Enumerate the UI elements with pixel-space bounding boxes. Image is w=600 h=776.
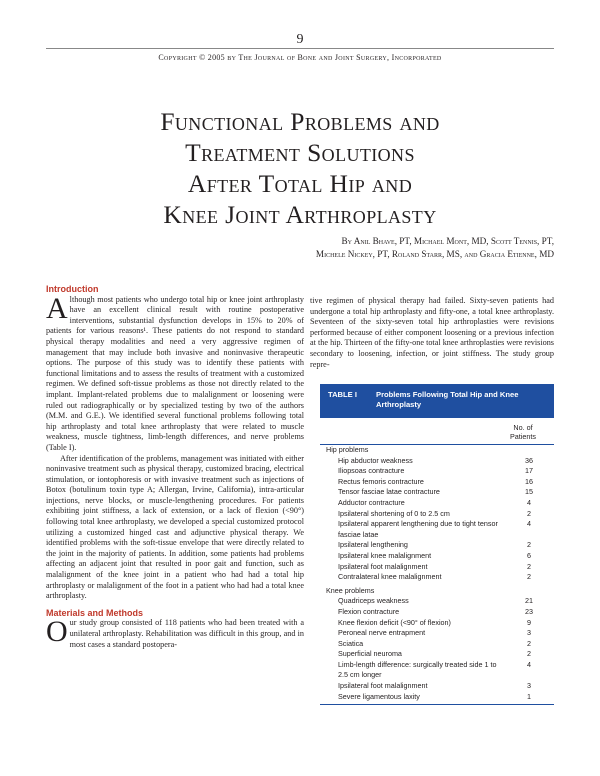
table-row <box>320 649 554 660</box>
intro-paragraph-1 <box>46 291 304 454</box>
row-value: 23 <box>525 606 533 616</box>
introduction-heading: Introduction <box>46 284 99 294</box>
article-title <box>0 106 600 230</box>
methods-paragraph-1-text: ur study group consisted of 118 patients who had been treated with a unilateral arthroplasty. Rehabilitation was difficult in this group, and in most cases a standard postopera- <box>69 618 304 649</box>
left-column <box>46 284 304 650</box>
row-value: 6 <box>527 550 531 560</box>
row-label: Tensor fasciae latae contracture <box>338 487 440 497</box>
table-group-row <box>320 445 554 456</box>
copyright-line: Copyright © 2005 by The Journal of Bone and Joint Surgery, Incorporated <box>158 53 442 62</box>
table-bottom-rule <box>320 704 554 705</box>
row-value: 4 <box>527 497 531 507</box>
column-header-patients: No. of Patients <box>510 423 536 441</box>
row-value: 2 <box>527 638 531 648</box>
row-label: Flexion contracture <box>338 606 400 616</box>
row-value: 4 <box>527 519 531 529</box>
right-column <box>310 296 554 370</box>
table-row <box>320 618 554 629</box>
table-label: TABLE I <box>328 390 357 399</box>
table-row <box>320 596 554 607</box>
title-line-3: After Total Hip and <box>187 169 413 198</box>
table-1 <box>320 384 554 705</box>
row-label: Ipsilateral foot malalignment <box>338 681 428 691</box>
row-label: Knee flexion deficit (<90° of flexion) <box>338 617 451 627</box>
row-value: 3 <box>527 681 531 691</box>
row-label: Ipsilateral knee malalignment <box>338 550 432 560</box>
methods-paragraph-1 <box>46 615 304 650</box>
title-line-4: Knee Joint Arthroplasty <box>163 200 437 229</box>
table-row <box>320 607 554 618</box>
row-label: Limb-length difference: surgically treated side 1 to 2.5 cm longer <box>338 659 497 680</box>
row-value: 2 <box>527 561 531 571</box>
row-label: Severe ligamentous laxity <box>338 691 420 701</box>
table-row <box>320 681 554 692</box>
row-value: 2 <box>527 649 531 659</box>
row-value: 21 <box>525 596 533 606</box>
row-label: Quadriceps weakness <box>338 596 409 606</box>
hip-rows <box>320 456 554 583</box>
right-paragraph-1: tive regimen of physical therapy had failed. Sixty-seven patients had undergone a total hip arthroplasty and fifty-one, a total knee arthroplasty. Seventeen of the sixty-seven total hip arthroplasties were revisions performed because of either component loosening or a previous infection at the hip. Thirteen of the fifty-one total knee arthroplasties were revisions secondary to loosening, infection, or joint stiffness. The study group repre- <box>310 296 554 369</box>
row-value: 1 <box>527 691 531 701</box>
row-value: 4 <box>527 659 531 669</box>
row-value: 15 <box>525 487 533 497</box>
table-row <box>320 456 554 467</box>
table-row <box>320 628 554 639</box>
knee-rows <box>320 596 554 702</box>
table-row <box>320 692 554 703</box>
row-label: Ipsilateral shortening of 0 to 2.5 cm <box>338 508 450 518</box>
table-row <box>320 551 554 562</box>
row-label: Ipsilateral foot malalignment <box>338 561 428 571</box>
title-line-2: Treatment Solutions <box>185 138 415 167</box>
row-label: Peroneal nerve entrapment <box>338 628 426 638</box>
row-value: 2 <box>527 572 531 582</box>
methods-dropcap: O <box>46 615 68 649</box>
knee-group-label: Knee problems <box>326 585 375 595</box>
table-row <box>320 540 554 551</box>
row-value: 36 <box>525 455 533 465</box>
intro-paragraph-1-text: lthough most patients who undergo total hip or knee joint arthroplasty have an excellent clinical result with routine postoperative interventions, substantial dysfunction develops in 15% to 20% of patients for various reasons¹. These patients do not respond to standard physical therapy modalities and need a very aggressive regimen of management that may include both invasive and noninvasive therapeutic options. The purpose of this study was to identify these patients with functional limitations and to assess the results of treatment with a customized regimen. We defined soft-tissue problems as those not directly related to the implant. Implant-related problems due to malalignment or loosening were ruled out radiographically or by specialized testing by two of the authors (M.M. and G.E.). We identified several functional problems following total hip arthroplasty and total knee arthroplasty that were related to muscle weakness, muscle tightness, limb-length differences, and nerve problems (Table I). <box>46 294 304 452</box>
table-row <box>320 572 554 583</box>
row-label: Ipsilateral apparent lengthening due to tight tensor fasciae latae <box>338 519 498 539</box>
author-line-1: By Anil Bhave, PT, Michael Mont, MD, Scott Tennis, PT, <box>341 236 554 246</box>
row-label: Sciatica <box>338 638 364 648</box>
row-value: 16 <box>525 476 533 486</box>
table-row <box>320 660 554 681</box>
page-number: 9 <box>296 32 304 47</box>
row-value: 17 <box>525 466 533 476</box>
row-value: 2 <box>527 508 531 518</box>
title-line-1: Functional Problems and <box>160 107 440 136</box>
table-row <box>320 509 554 520</box>
row-label: Adductor contracture <box>338 497 405 507</box>
author-line-2: Michele Nickey, PT, Roland Starr, MS, and Gracia Etienne, MD <box>315 249 554 259</box>
table-group-row <box>320 586 554 597</box>
table-body <box>320 445 554 702</box>
author-list <box>0 235 554 261</box>
row-value: 9 <box>527 617 531 627</box>
table-row <box>320 487 554 498</box>
row-label: Iliopsoas contracture <box>338 466 405 476</box>
hip-group-label: Hip problems <box>326 445 369 454</box>
table-row <box>320 639 554 650</box>
row-label: Ipsilateral lengthening <box>338 540 408 550</box>
table-row <box>320 519 554 540</box>
intro-dropcap: A <box>46 291 68 325</box>
row-label: Rectus femoris contracture <box>338 476 424 486</box>
table-column-header <box>320 418 554 445</box>
header-rule <box>46 48 554 49</box>
table-row <box>320 562 554 573</box>
row-label: Contralateral knee malalignment <box>338 572 442 582</box>
table-row <box>320 466 554 477</box>
table-title: Problems Following Total Hip and Knee Arthroplasty <box>376 390 519 409</box>
intro-paragraph-2: After identification of the problems, management was initiated with either noninvasive treatment such as physical therapy, customized bracing, electrical stimulation, or iontophoresis or with invasive treatment such as injections of Botox (botulinum toxin type A; Allergan, Irvine, California), intra-articular injections, nerve blocks, or muscle-lengthening procedures. For patients exhibiting joint stiffness, a lack of extension, or a lack of flexion (<90°) following total knee arthroplasty, we developed a special customized protocol utilizing a customized hinged cast and adjunctive physical therapy. We identified problems with the soft-tissue envelope that were directly related to the joint in the majority of patients. In addition, some patients had problems affecting an adjacent joint that resulted in poor gait and function, such as malalignment of the knee joint in a patient who had had a total hip arthroplasty or malalignment of the foot in a patient who had had a total knee arthroplasty. <box>46 453 304 601</box>
table-header <box>320 384 554 418</box>
row-value: 2 <box>527 540 531 550</box>
methods-heading: Materials and Methods <box>46 607 144 618</box>
table-row <box>320 477 554 488</box>
row-label: Hip abductor weakness <box>338 455 413 465</box>
row-label: Superficial neuroma <box>338 649 402 659</box>
row-value: 3 <box>527 628 531 638</box>
table-row <box>320 498 554 509</box>
